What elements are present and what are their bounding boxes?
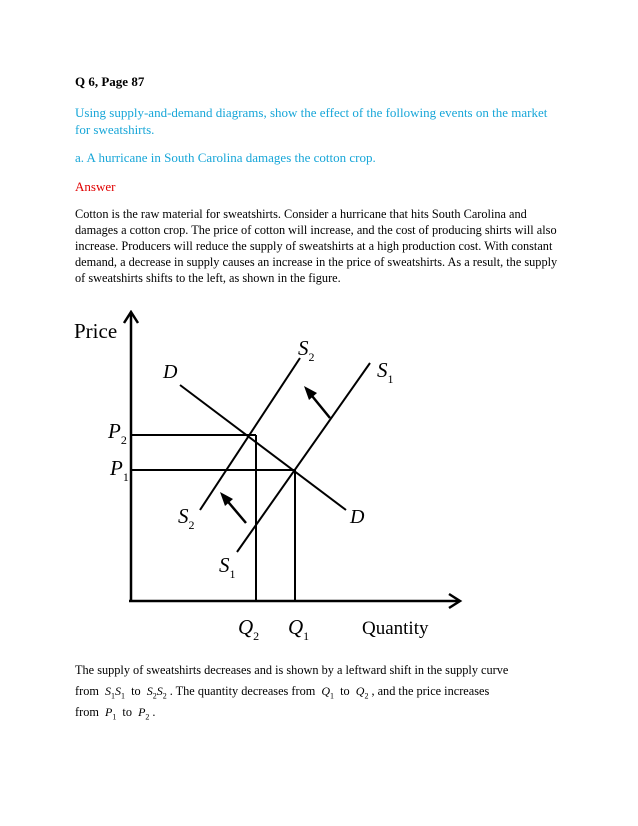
y-axis-label: Price: [74, 319, 118, 343]
to-word: to: [122, 705, 132, 719]
x-axis-label: Quantity: [362, 618, 429, 639]
to-word: to: [340, 684, 350, 698]
p1-label: $P_1$: [110, 456, 129, 484]
quantity-text: . The quantity decreases from: [169, 684, 316, 698]
end-period: .: [152, 705, 156, 719]
q2-label: $Q_2$: [238, 615, 260, 643]
conclusion-text: [75, 660, 508, 723]
s2-label-bottom: $S_2$: [178, 504, 195, 532]
conclusion-line-2: [75, 681, 508, 702]
demand-curve: [180, 385, 346, 510]
demand-label-top: D: [163, 361, 178, 383]
price-text: , and the price increases: [371, 684, 490, 698]
to-word: to: [131, 684, 141, 698]
demand-label-bottom: D: [350, 506, 365, 528]
p2-symbol: $P_2$: [138, 705, 150, 722]
answer-label: Answer: [75, 179, 116, 194]
s1-label-top: $S_1$: [377, 358, 394, 386]
conclusion-line-1: The supply of sweatshirts decreases and is shown by a leftward shift in the supply curve: [75, 663, 509, 677]
from-word: from: [75, 705, 99, 719]
from-word: from: [75, 684, 99, 698]
question-heading: Q 6, Page 87: [75, 74, 145, 89]
p2-label: $P_2$: [108, 419, 127, 447]
p1-symbol: $P_1$: [104, 705, 117, 722]
part-a-text: a. A hurricane in South Carolina damages the cotton crop.: [75, 150, 376, 165]
s1s1-symbol: $S_1S_1$: [104, 684, 125, 701]
s2-label-top: $S_2$: [298, 336, 315, 364]
s2s2-symbol: $S_2S_2$: [146, 684, 167, 701]
q1-label: $Q_1$: [288, 615, 310, 643]
supply-demand-diagram: [0, 310, 638, 650]
q2-symbol: $Q_2$: [355, 684, 369, 701]
conclusion-line-3: [75, 702, 508, 723]
answer-body: Cotton is the raw material for sweatshirts. Consider a hurricane that hits South Carolina and damages a cotton crop. The price of cotton will increase, and the cost of producing shirts will also increase. Producers will reduce the supply of sweatshirts at a high production cost. With constant demand, a decrease in supply causes an increase in the price of sweatshirts. As a result, the supply of sweatshirts shifts to the left, as shown in the figure.: [75, 207, 558, 285]
s1-label-bottom: $S_1$: [219, 553, 236, 581]
question-text: Using supply-and-demand diagrams, show the effect of the following events on the market for sweatshirts.: [75, 105, 548, 137]
q1-symbol: $Q_1$: [321, 684, 335, 701]
